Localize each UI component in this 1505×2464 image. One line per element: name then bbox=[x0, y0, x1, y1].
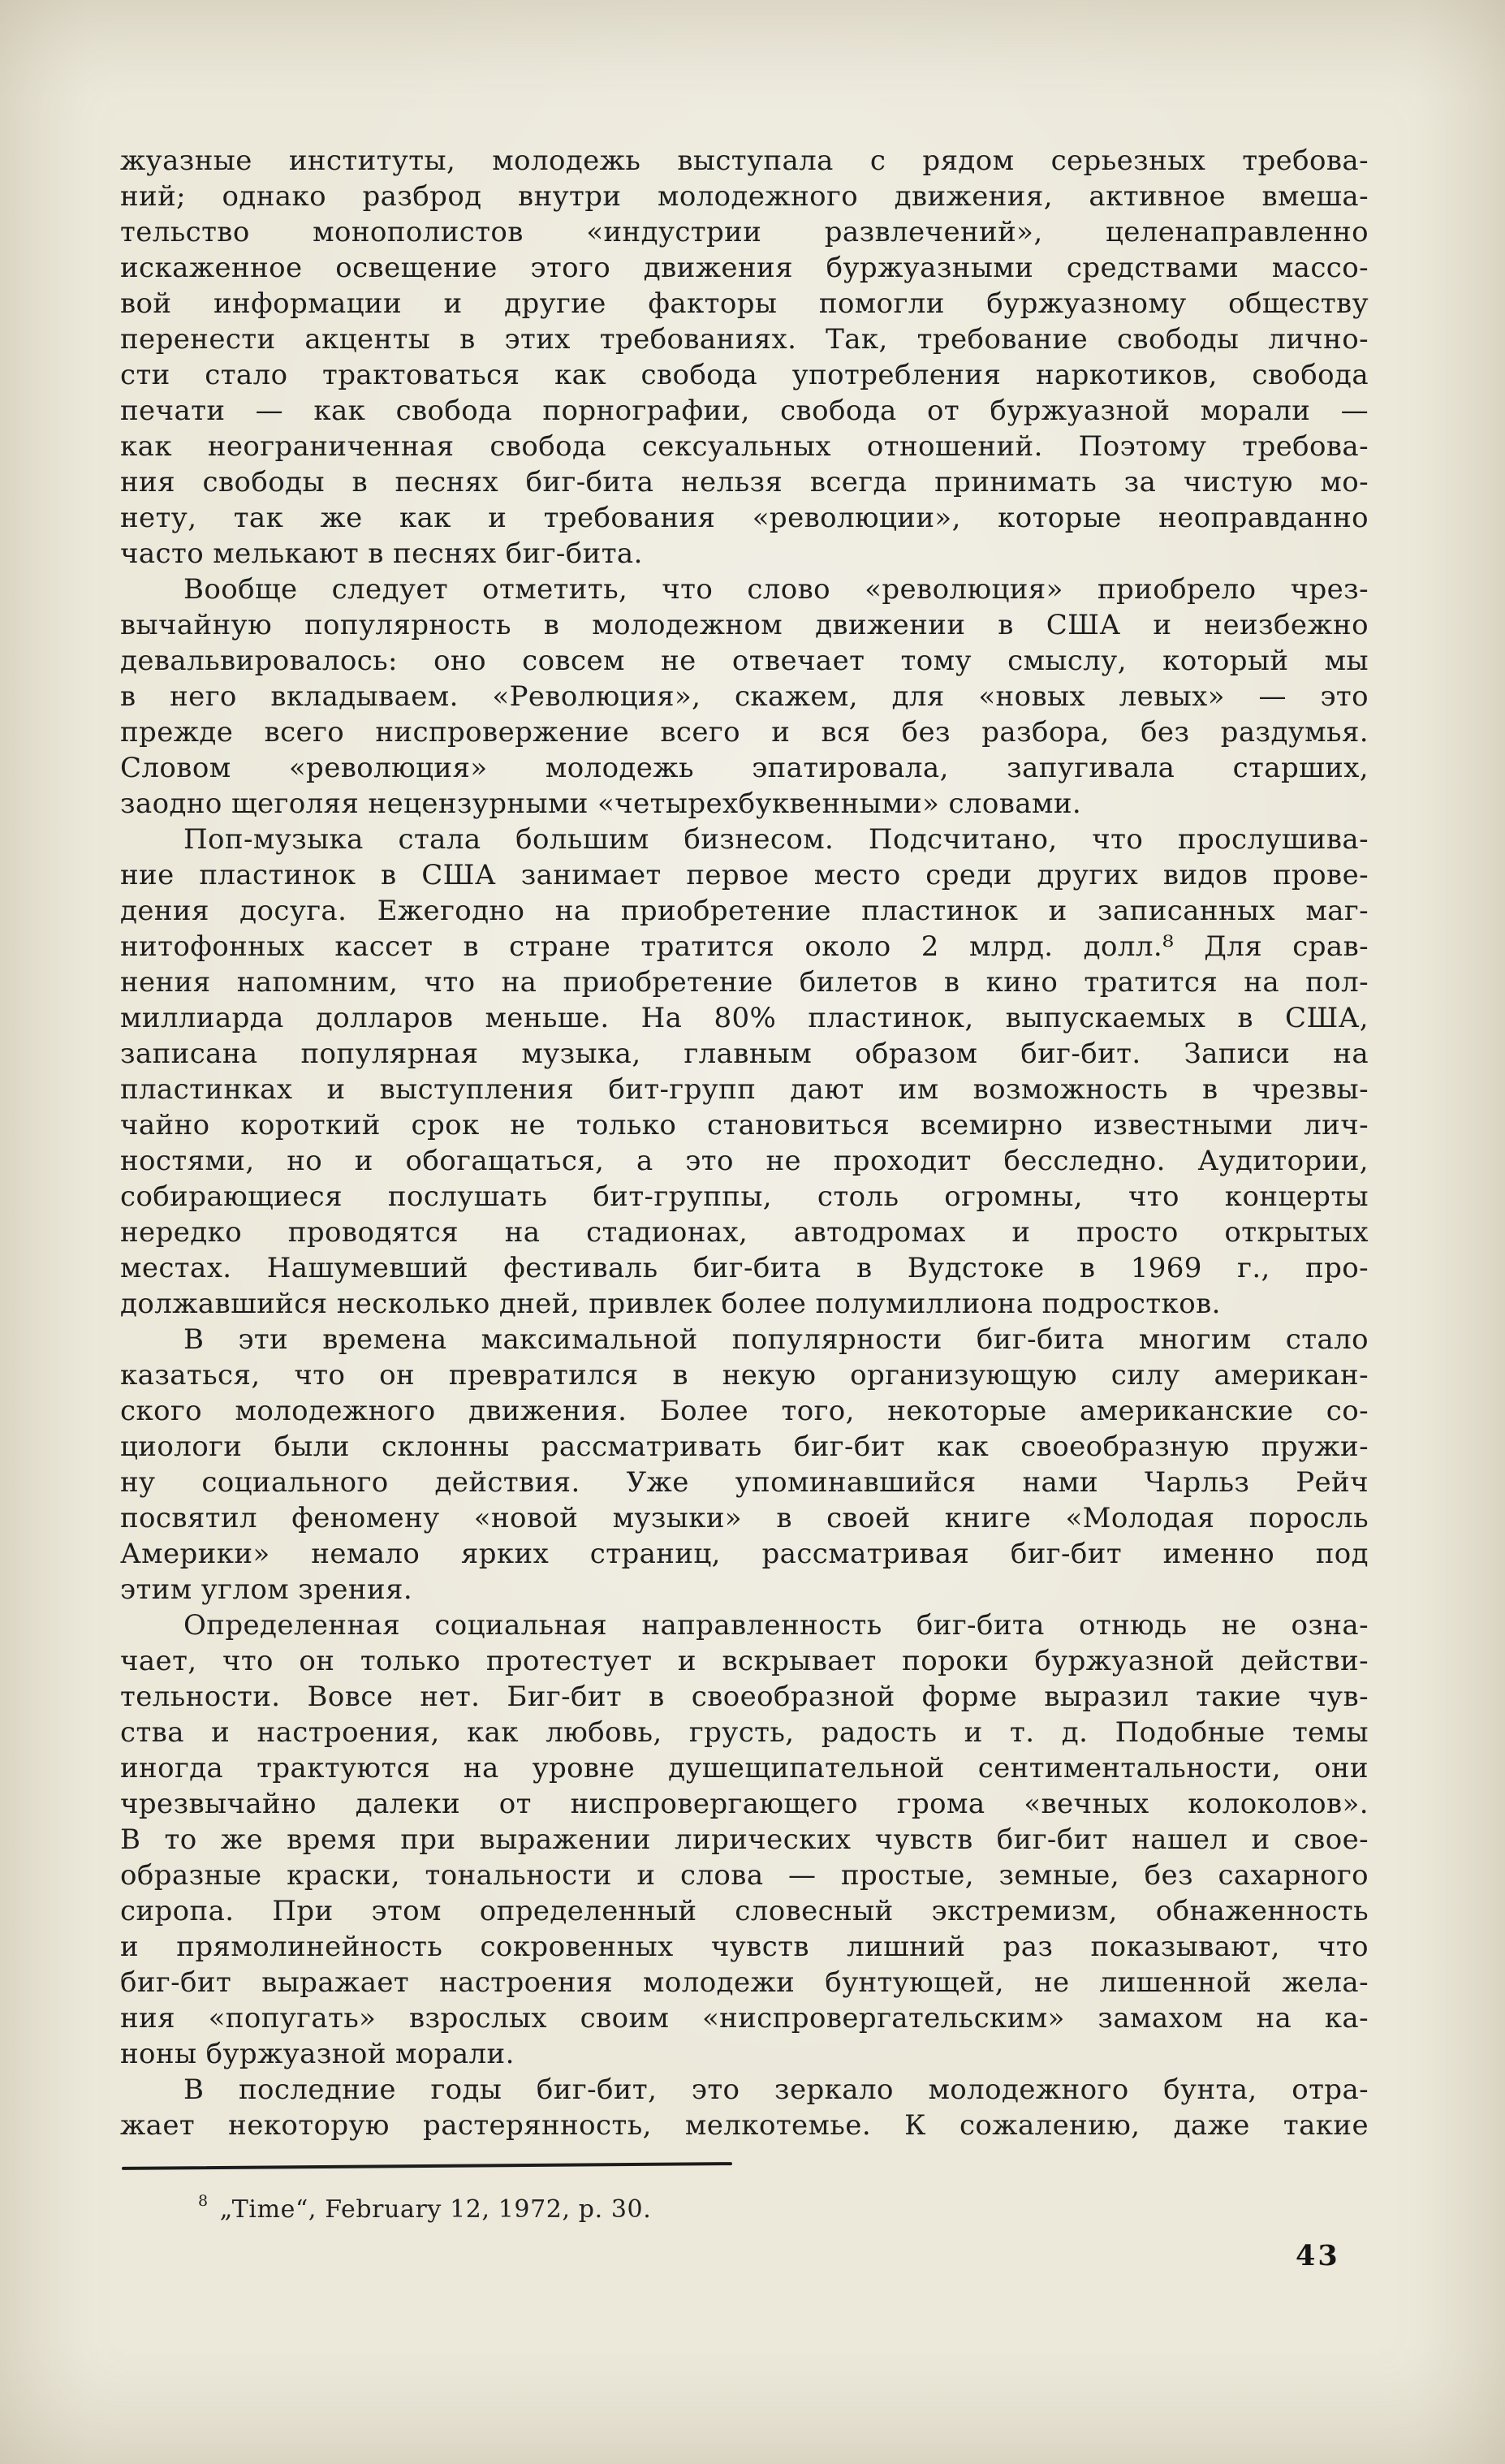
text-block bbox=[120, 143, 1369, 2143]
text-line: тельности. Вовсе нет. Биг-бит в своеобразной форме выразил такие чув- bbox=[120, 1681, 1369, 1713]
text-line: Америки» немало ярких страниц, рассматривая биг-бит именно под bbox=[120, 1538, 1369, 1570]
text-line: и прямолинейность сокровенных чувств лишний раз показывают, что bbox=[120, 1931, 1369, 1963]
text-line: Определенная социальная направленность биг-бита отнюдь не озна- bbox=[183, 1609, 1369, 1642]
text-line: Поп-музыка стала большим бизнесом. Подсчитано, что прослушива- bbox=[183, 823, 1369, 856]
text-line: записана популярная музыка, главным образом биг-бит. Записи на bbox=[120, 1038, 1369, 1070]
text-line: чайно короткий срок не только становиться всемирно известными лич- bbox=[120, 1109, 1369, 1141]
text-line: Вообще следует отметить, что слово «революция» приобрело чрез- bbox=[183, 573, 1369, 606]
footnote-marker: 8 bbox=[198, 2192, 209, 2210]
text-line: Словом «революция» молодежь эпатировала, запугивала старших, bbox=[120, 752, 1369, 784]
text-line: ства и настроения, как любовь, грусть, радость и т. д. Подобные темы bbox=[120, 1716, 1369, 1749]
footnote-text: „Time“, February 12, 1972, p. 30. bbox=[219, 2195, 652, 2224]
text-line: чает, что он только протестует и вскрывает пороки буржуазной действи- bbox=[120, 1645, 1369, 1677]
text-line: ния свободы в песнях биг-бита нельзя всегда принимать за чистую мо- bbox=[120, 466, 1369, 498]
footnote bbox=[198, 2186, 929, 2225]
text-line: дения досуга. Ежегодно на приобретение пластинок и записанных маг- bbox=[120, 895, 1369, 927]
text-line: печати — как свобода порнографии, свобода от буржуазной морали — bbox=[120, 395, 1369, 427]
text-line: перенести акценты в этих требованиях. Так, требование свободы лично- bbox=[120, 323, 1369, 356]
text-line: образные краски, тональности и слова — простые, земные, без сахарного bbox=[120, 1859, 1369, 1892]
text-line: тельство монополистов «индустрии развлечений», целенаправленно bbox=[120, 216, 1369, 248]
text-line: чрезвычайно далеки от ниспровергающего грома «вечных колоколов». bbox=[120, 1788, 1369, 1820]
text-line: жуазные институты, молодежь выступала с рядом серьезных требова- bbox=[120, 145, 1369, 177]
text-line: миллиарда долларов меньше. На 80% пластинок, выпускаемых в США, bbox=[120, 1002, 1369, 1034]
text-line: в него вкладываем. «Революция», скажем, для «новых левых» — это bbox=[120, 680, 1369, 713]
text-line: ностями, но и обогащаться, а это не проходит бесследно. Аудитории, bbox=[120, 1145, 1369, 1177]
text-line: должавшийся несколько дней, привлек более полумиллиона подростков. bbox=[120, 1288, 1221, 1320]
text-line: собирающиеся послушать бит-группы, столь огромны, что концерты bbox=[120, 1180, 1369, 1213]
text-line: В последние годы биг-бит, это зеркало молодежного бунта, отра- bbox=[183, 2073, 1369, 2106]
text-line: пластинках и выступления бит-групп дают им возможность в чрезвы- bbox=[120, 1073, 1369, 1106]
text-line: вычайную популярность в молодежном движении в США и неизбежно bbox=[120, 609, 1369, 641]
text-line: искаженное освещение этого движения буржуазными средствами массо- bbox=[120, 252, 1369, 284]
text-line: ния «попугать» взрослых своим «ниспровергательским» замахом на ка- bbox=[120, 2002, 1369, 2035]
text-line: прежде всего ниспровержение всего и вся без разбора, без раздумья. bbox=[120, 716, 1369, 749]
text-line: заодно щеголяя нецензурными «четырехбуквенными» словами. bbox=[120, 788, 1082, 820]
text-line: нередко проводятся на стадионах, автодромах и просто открытых bbox=[120, 1216, 1369, 1249]
text-line: вой информации и другие факторы помогли буржуазному обществу bbox=[120, 287, 1369, 320]
text-line: ние пластинок в США занимает первое место среди других видов прове- bbox=[120, 859, 1369, 891]
page-number: 43 bbox=[1296, 2239, 1340, 2272]
text-line: В то же время при выражении лирических чувств биг-бит нашел и свое- bbox=[120, 1823, 1369, 1856]
text-line: В эти времена максимальной популярности биг-бита многим стало bbox=[183, 1323, 1369, 1356]
text-line: ний; однако разброд внутри молодежного движения, активное вмеша- bbox=[120, 180, 1369, 213]
text-line: посвятил феномену «новой музыки» в своей книге «Молодая поросль bbox=[120, 1502, 1369, 1534]
text-line: биг-бит выражает настроения молодежи бунтующей, не лишенной жела- bbox=[120, 1966, 1369, 1999]
text-line: ского молодежного движения. Более того, некоторые американские со- bbox=[120, 1395, 1369, 1427]
text-line: ноны буржуазной морали. bbox=[120, 2038, 515, 2070]
text-line: нету, так же как и требования «революции», которые неоправданно bbox=[120, 502, 1369, 534]
text-line: нения напомним, что на приобретение билетов в кино тратится на пол- bbox=[120, 966, 1369, 999]
text-line: сти стало трактоваться как свобода употребления наркотиков, свобода bbox=[120, 359, 1369, 391]
text-line: казаться, что он превратился в некую организующую силу американ- bbox=[120, 1359, 1369, 1392]
text-line: как неограниченная свобода сексуальных отношений. Поэтому требова- bbox=[120, 430, 1369, 463]
text-line: циологи были склонны рассматривать биг-бит как своеобразную пружи- bbox=[120, 1431, 1369, 1463]
text-line: девальвировалось: оно совсем не отвечает тому смыслу, который мы bbox=[120, 645, 1369, 677]
text-line: иногда трактуются на уровне душещипательной сентиментальности, они bbox=[120, 1752, 1369, 1784]
text-line: часто мелькают в песнях биг-бита. bbox=[120, 537, 643, 570]
text-line: нитофонных кассет в стране тратится около 2 млрд. долл.⁸ Для срав- bbox=[120, 930, 1369, 963]
text-line: сиропа. При этом определенный словесный экстремизм, обнаженность bbox=[120, 1895, 1369, 1927]
text-line: жает некоторую растерянность, мелкотемье. К сожалению, даже такие bbox=[120, 2109, 1369, 2142]
text-line: этим углом зрения. bbox=[120, 1573, 413, 1606]
text-line: местах. Нашумевший фестиваль биг-бита в Вудстоке в 1969 г., про- bbox=[120, 1252, 1369, 1284]
text-line: ну социального действия. Уже упоминавшийся нами Чарльз Рейч bbox=[120, 1466, 1369, 1499]
